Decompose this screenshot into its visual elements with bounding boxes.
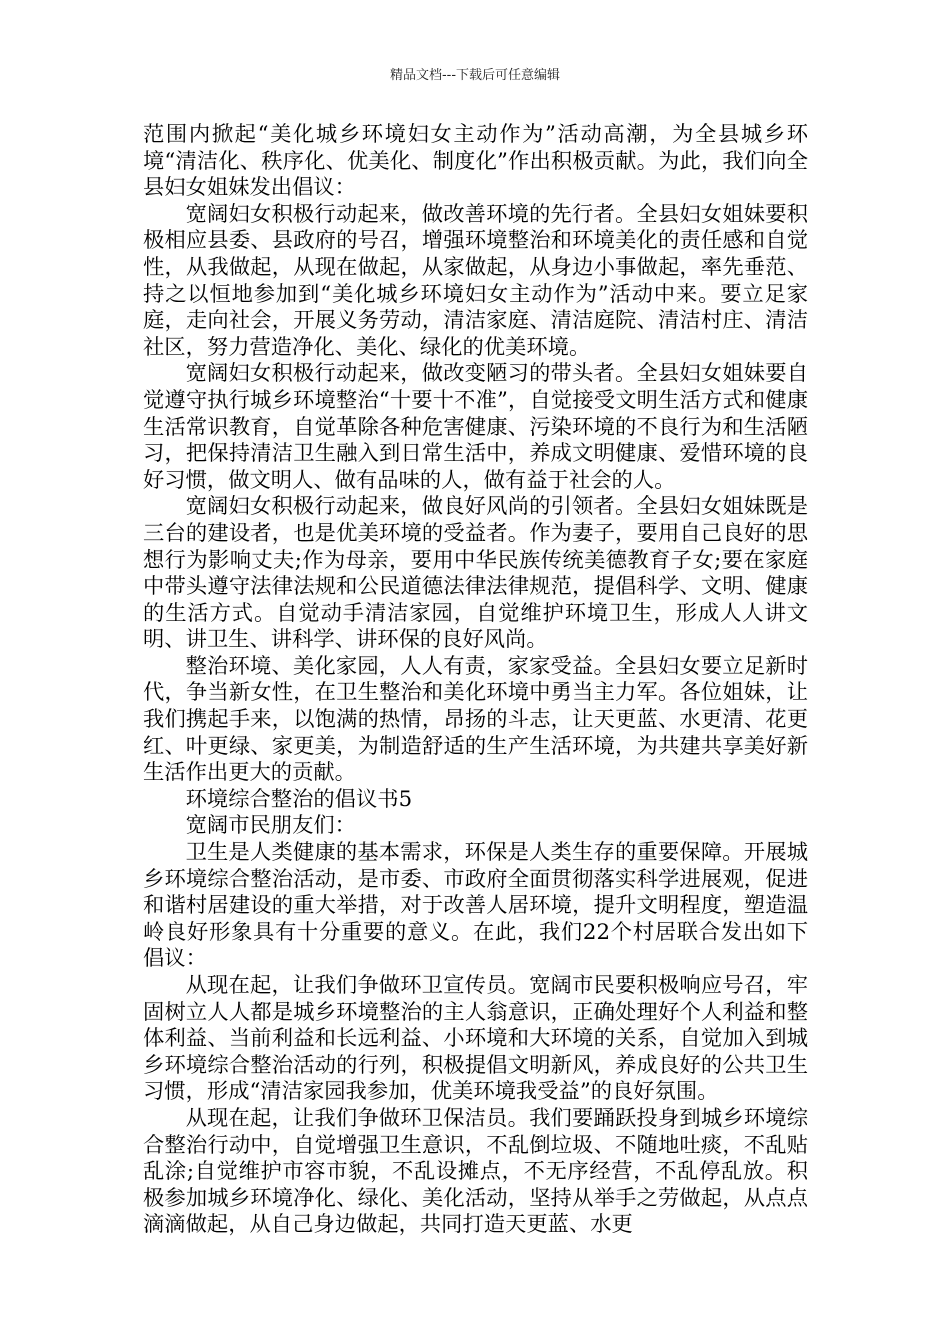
paragraph-4: 宽阔妇女积极行动起来，做良好风尚的引领者。全县妇女姐妹既是三台的建设者，也是优美环境的受益者。作为妻子，要用自己良好的思想行为影响丈夫;作为母亲，要用中华民族传统美德教育子女;要在家庭中带头遵守法律法规和公民道德法律法律规范，提倡科学、文明、健康的生活方式。自觉动手清洁家园，自觉维护环境卫生，形成人人讲文明、讲卫生、讲科学、讲环保的良好风尚。 (143, 494, 808, 653)
paragraph-3: 宽阔妇女积极行动起来，做改变陋习的带头者。全县妇女姐妹要自觉遵守执行城乡环境整治“十要十不准”，自觉接受文明生活方式和健康生活常识教育，自觉革除各种危害健康、污染环境的不良行为和生活陋习，把保持清洁卫生融入到日常生活中，养成文明健康、爱惜环境的良好习惯，做文明人、做有品味的人，做有益于社会的人。 (143, 361, 808, 493)
paragraph-6: 卫生是人类健康的基本需求，环保是人类生存的重要保障。开展城乡环境综合整治活动，是市委、市政府全面贯彻落实科学进展观，促进和谐村居建设的重大举措，对于改善人居环境，提升文明程度，塑造温岭良好形象具有十分重要的意义。在此，我们22个村居联合发出如下倡议： (143, 840, 808, 972)
page-header: 精品文档---下载后可任意编辑 (389, 68, 561, 83)
paragraph-8: 从现在起，让我们争做环卫保洁员。我们要踊跃投身到城乡环境综合整治行动中，自觉增强卫生意识，不乱倒垃圾、不随地吐痰，不乱贴乱涂;自觉维护市容市貌，不乱设摊点，不无序经营，不乱停乱放。积极参加城乡环境净化、绿化、美化活动，坚持从举手之劳做起，从点点滴滴做起，从自己身边做起，共同打造天更蓝、水更 (143, 1105, 808, 1238)
paragraph-7: 从现在起，让我们争做环卫宣传员。宽阔市民要积极响应号召，牢固树立人人都是城乡环境整治的主人翁意识，正确处理好个人利益和整体利益、当前利益和长远利益、小环境和大环境的关系，自觉加入到城乡环境综合整治活动的行列，积极提倡文明新风，养成良好的公共卫生习惯，形成“清洁家园我参加，优美环境我受益”的良好氛围。 (143, 973, 808, 1105)
document-body (143, 122, 808, 1239)
paragraph-5: 整治环境、美化家园，人人有责，家家受益。全县妇女要立足新时代，争当新女性，在卫生整治和美化环境中勇当主力军。各位姐妹，让我们携起手来，以饱满的热情，昂扬的斗志，让天更蓝、水更清、花更红、叶更绿、家更美，为制造舒适的生产生活环境，为共建共享美好新生活作出更大的贡献。 (143, 653, 808, 786)
paragraph-2: 宽阔妇女积极行动起来，做改善环境的先行者。全县妇女姐妹要积极相应县委、县政府的号召，增强环境整治和环境美化的责任感和自觉性，从我做起，从现在做起，从家做起，从身边小事做起，率先垂范、持之以恒地参加到“美化城乡环境妇女主动作为”活动中来。要立足家庭，走向社会，开展义务劳动，清洁家庭、清洁庭院、清洁村庄、清洁社区，努力营造净化、美化、绿化的优美环境。 (143, 201, 808, 360)
salutation: 宽阔市民朋友们： (185, 813, 356, 839)
section-heading: 环境综合整治的倡议书5 (185, 786, 413, 812)
paragraph-1: 范围内掀起“美化城乡环境妇女主动作为”活动高潮，为全县城乡环境“清洁化、秩序化、优美化、制度化”作出积极贡献。为此，我们向全县妇女姐妹发出倡议： (143, 122, 808, 201)
